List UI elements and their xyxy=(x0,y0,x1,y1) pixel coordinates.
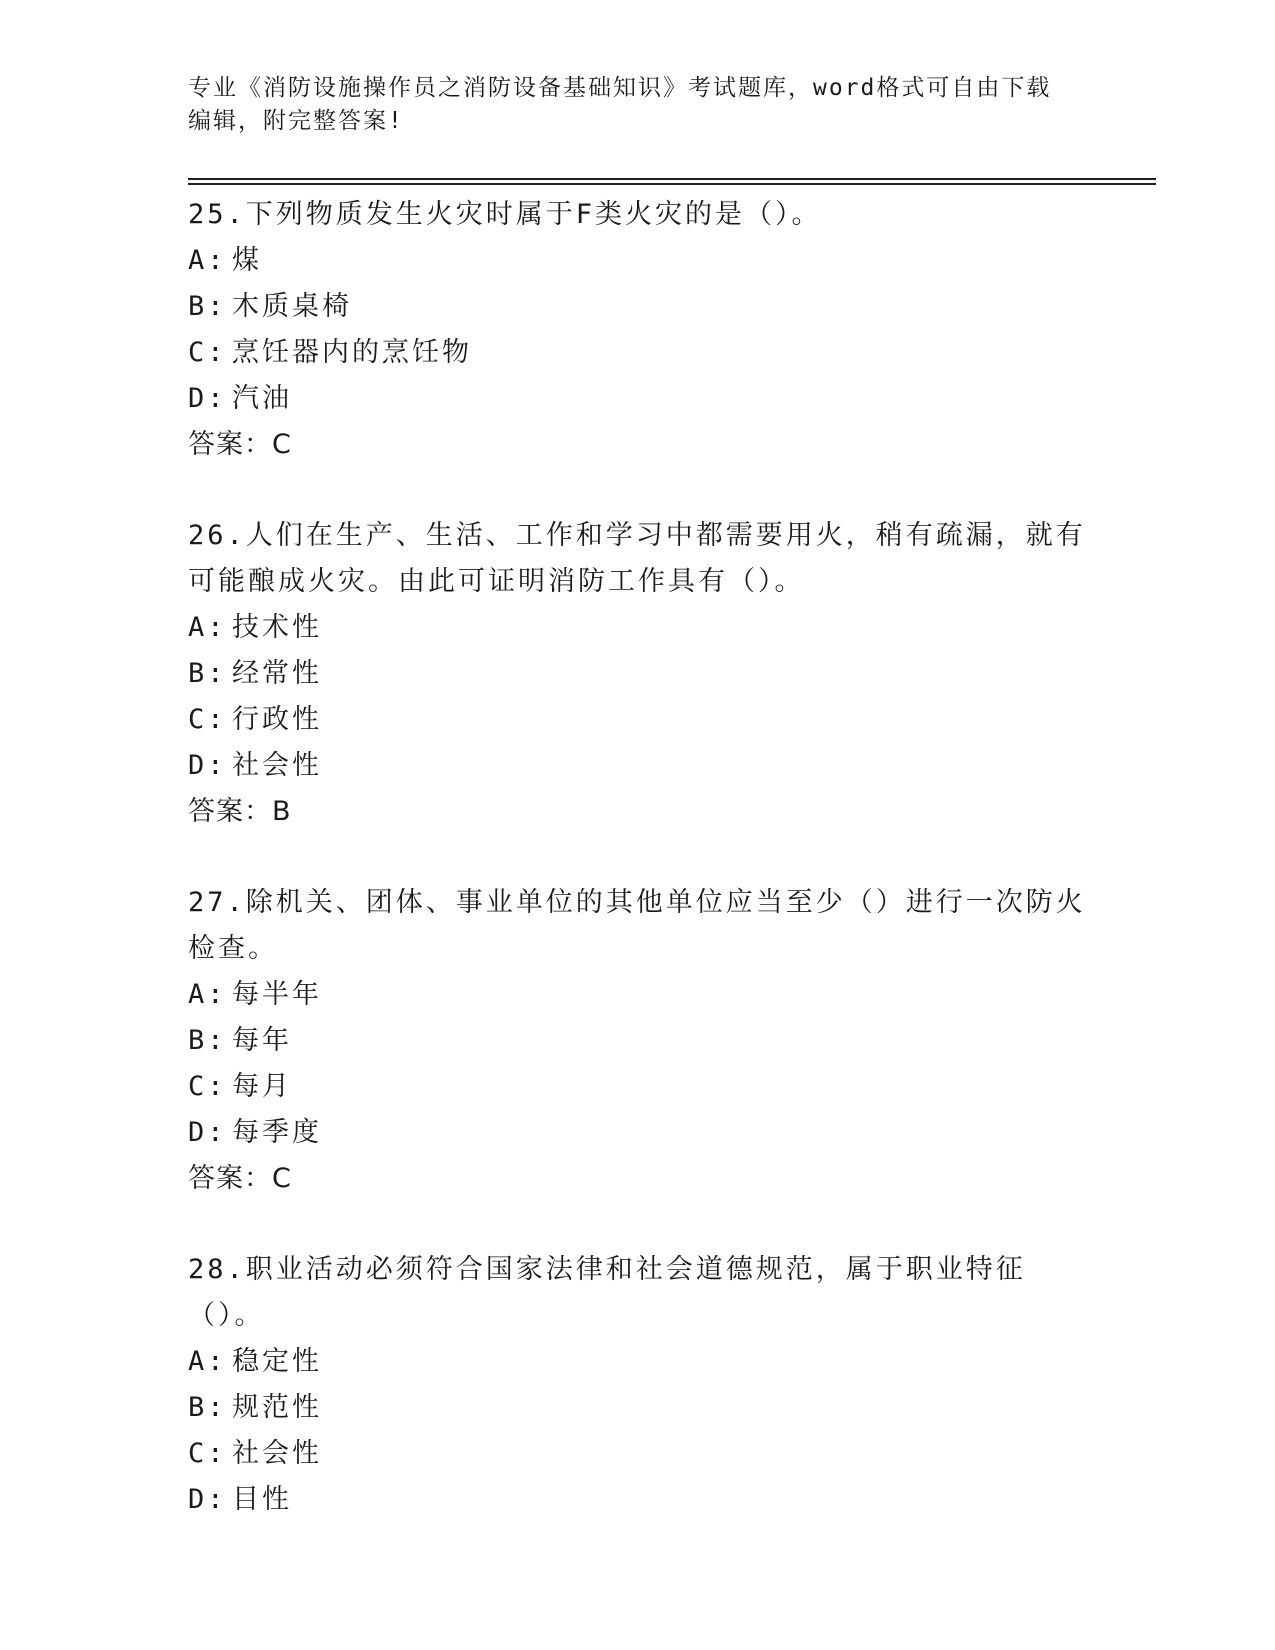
question-stem: 28.职业活动必须符合国家法律和社会道德规范，属于职业特征（）。 xyxy=(188,1254,1026,1331)
option-text: 木质桌椅 xyxy=(232,291,352,322)
option-a xyxy=(188,972,1088,1018)
option-b xyxy=(188,1018,1088,1064)
option-c xyxy=(188,1431,1088,1477)
option-text: 每半年 xyxy=(232,979,322,1010)
option-letter: C: xyxy=(188,1438,227,1469)
option-d xyxy=(188,376,1088,422)
option-a xyxy=(188,238,1088,284)
option-text: 社会性 xyxy=(232,750,322,781)
option-d xyxy=(188,743,1088,789)
option-letter: B: xyxy=(188,1025,227,1056)
header-divider-bottom xyxy=(188,183,1156,185)
option-text: 技术性 xyxy=(232,612,322,643)
option-letter: D: xyxy=(188,1117,227,1148)
option-letter: B: xyxy=(188,658,227,689)
option-letter: A: xyxy=(188,979,227,1010)
option-text: 汽油 xyxy=(232,383,292,414)
option-text: 社会性 xyxy=(232,1438,322,1469)
option-letter: D: xyxy=(188,1484,227,1515)
question-list xyxy=(188,192,1088,1568)
option-c xyxy=(188,1064,1088,1110)
question-27 xyxy=(188,880,1088,1202)
option-letter: D: xyxy=(188,383,227,414)
option-d xyxy=(188,1477,1088,1523)
option-c xyxy=(188,697,1088,743)
option-text: 目性 xyxy=(232,1484,292,1515)
option-letter: D: xyxy=(188,750,227,781)
answer-line: 答案：B xyxy=(188,796,292,827)
answer-line: 答案：C xyxy=(188,429,292,460)
question-28 xyxy=(188,1247,1088,1523)
header-divider-top xyxy=(188,178,1156,180)
option-c xyxy=(188,330,1088,376)
question-25 xyxy=(188,192,1088,468)
option-b xyxy=(188,284,1088,330)
question-stem: 25.下列物质发生火灾时属于F类火灾的是（）。 xyxy=(188,199,822,230)
option-letter: A: xyxy=(188,245,227,276)
option-d xyxy=(188,1110,1088,1156)
option-a xyxy=(188,605,1088,651)
option-letter: C: xyxy=(188,1071,227,1102)
option-text: 每月 xyxy=(232,1071,292,1102)
option-text: 每季度 xyxy=(232,1117,322,1148)
option-text: 规范性 xyxy=(232,1392,322,1423)
option-text: 稳定性 xyxy=(232,1346,322,1377)
option-b xyxy=(188,651,1088,697)
option-letter: A: xyxy=(188,612,227,643)
answer-line: 答案：C xyxy=(188,1163,292,1194)
document-header: 专业《消防设施操作员之消防设备基础知识》考试题库，word格式可自由下载编辑，附完整答案! xyxy=(188,75,1052,134)
option-letter: A: xyxy=(188,1346,227,1377)
option-text: 行政性 xyxy=(232,704,322,735)
option-letter: C: xyxy=(188,704,227,735)
option-text: 煤 xyxy=(232,245,262,276)
option-text: 经常性 xyxy=(232,658,322,689)
option-text: 每年 xyxy=(232,1025,292,1056)
option-a xyxy=(188,1339,1088,1385)
question-26 xyxy=(188,513,1088,835)
option-letter: C: xyxy=(188,337,227,368)
option-letter: B: xyxy=(188,291,227,322)
option-text: 烹饪器内的烹饪物 xyxy=(232,337,472,368)
question-stem: 26.人们在生产、生活、工作和学习中都需要用火，稍有疏漏，就有可能酿成火灾。由此可证明消防工作具有（）。 xyxy=(188,520,1086,597)
option-b xyxy=(188,1385,1088,1431)
option-letter: B: xyxy=(188,1392,227,1423)
question-stem: 27.除机关、团体、事业单位的其他单位应当至少（）进行一次防火检查。 xyxy=(188,887,1086,964)
